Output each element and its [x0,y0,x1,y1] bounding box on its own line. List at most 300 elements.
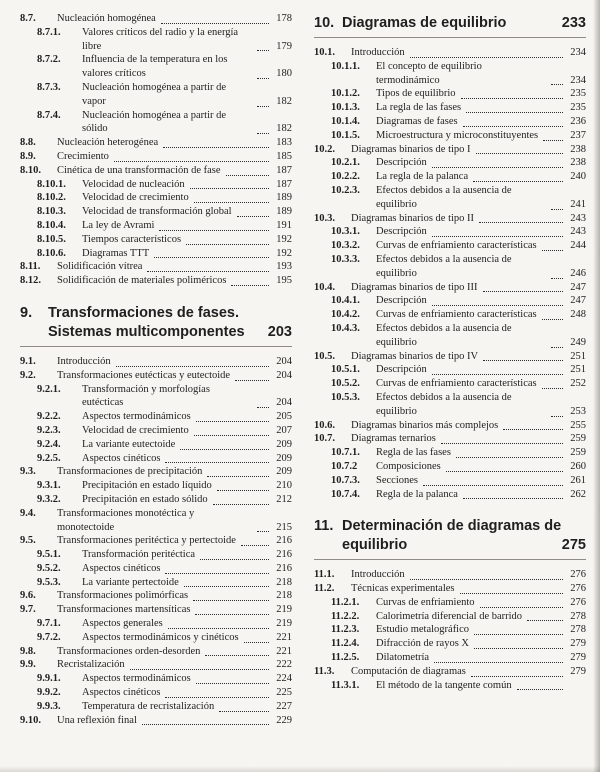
page-number: 179 [276,40,292,52]
toc-entry [314,253,586,281]
entry-number: 10.4.2. [331,309,360,321]
entry-title: Cinética de una transformación de fase [57,164,221,176]
toc-entry [20,534,292,548]
page-number: 249 [570,336,586,348]
dot-leader [446,471,563,472]
entry-number: 8.10. [20,164,41,176]
entry-title: Introducción [351,569,405,581]
dot-leader [196,421,269,422]
entry-number: 8.7.4. [37,109,61,121]
toc-entry [20,507,292,535]
page-number: 238 [570,157,586,169]
entry-number: 10.4. [314,281,335,293]
toc-entry [20,109,292,137]
entry-number: 10.5.1. [331,364,360,376]
dot-leader [441,443,563,444]
toc-entry [20,383,292,411]
entry-title: La regla de las fases [376,102,462,114]
entry-title: Crecimiento [57,150,109,162]
entry-number: 10.1.1. [331,60,360,72]
entry-number: 9.1. [20,355,36,367]
entry-title: El método de la tangente común [376,679,512,691]
entry-number: 10.1.3. [331,102,360,114]
entry-number: 8.9. [20,150,36,162]
dot-leader [410,57,563,58]
entry-title: Transformaciones polimórficas [57,590,189,602]
entry-number: 9.5.2. [37,562,61,574]
toc-entry [314,281,586,295]
dot-leader [168,628,269,629]
toc-entry [20,700,292,714]
entry-number: 10.5. [314,350,335,362]
page-number: 192 [276,247,292,259]
toc-entry [314,419,586,433]
dot-leader [241,545,269,546]
entry-title: Técnicas experimentales [351,583,455,595]
dot-leader [542,319,563,320]
dot-leader [165,573,269,574]
toc-entry [314,239,586,253]
page-number: 241 [570,198,586,210]
page-number: 218 [276,576,292,588]
dot-leader [474,634,563,635]
dot-leader [235,380,269,381]
entry-number: 9.9. [20,659,36,671]
entry-number: 10.2.2. [331,171,360,183]
page-number: 182 [276,123,292,135]
entry-title: Transformaciones monotéctica y monotectoide [57,507,195,533]
toc-entry [314,101,586,115]
entry-number: 9.5.1. [37,549,61,561]
dot-leader [205,655,269,656]
toc-entry [314,143,586,157]
entry-number: 9.7.2. [37,631,61,643]
dot-leader [142,724,269,725]
page-number: 219 [276,604,292,616]
entry-title: Diagramas binarios de tipo I [351,143,471,155]
page-number: 189 [276,192,292,204]
entry-number: 9.2.3. [37,424,61,436]
dot-leader [460,593,564,594]
entry-title: Nucleación heterogénea [57,137,159,149]
entry-number: 9.9.2. [37,687,61,699]
entry-title: Transformaciones eutécticas y eutectoide [57,369,231,381]
dot-leader [190,188,269,189]
page-number: 247 [570,295,586,307]
dot-leader [165,462,269,463]
toc-entry [20,672,292,686]
dot-leader [207,476,269,477]
entry-title: Diagramas TTT [82,247,150,259]
entry-title: Transformación y morfologías eutécticas [82,383,210,409]
toc-entry [314,610,586,624]
page-number: 210 [276,480,292,492]
page-number: 251 [570,350,586,362]
entry-number: 9.7.1. [37,618,61,630]
toc-entry [20,136,292,150]
entry-title: Computación de diagramas [351,665,466,677]
dot-leader [147,271,269,272]
page-number: 235 [570,102,586,114]
page-number: 224 [276,673,292,685]
entry-title: Una reflexión final [57,714,137,726]
entry-number: 9.5.3. [37,576,61,588]
entry-title: Transformaciones de precipitación [57,466,203,478]
toc-entry [314,294,586,308]
page-number: 243 [570,226,586,238]
entry-number: 10.3. [314,212,335,224]
dot-leader [257,407,269,408]
dot-leader [461,98,563,99]
dot-leader [466,112,563,113]
toc-entry [20,205,292,219]
entry-title: Curvas de enfriamiento características [376,309,537,321]
entry-number: 11.2.5. [331,652,360,664]
entry-number: 8.7.2. [37,54,61,66]
page-number: 259 [570,433,586,445]
toc-entry [314,637,586,651]
entry-title: Transformaciones peritéctica y pertectoide [57,535,236,547]
dot-leader [432,167,563,168]
page-number: 276 [570,569,586,581]
page-number: 243 [570,212,586,224]
dot-leader [163,147,269,148]
page-number: 244 [570,240,586,252]
entry-title: Efectos debidos a la ausencia de equilibrio [376,253,512,279]
page-number: 279 [570,652,586,664]
dot-leader [479,222,563,223]
page-number: 178 [276,13,292,24]
entry-number: 9.2.5. [37,452,61,464]
page-number: 193 [276,261,292,273]
page-number: 216 [276,535,292,547]
entry-title: Descripción [376,226,427,238]
entry-number: 10.3.1. [331,226,360,238]
entry-number: 9.2.4. [37,438,61,450]
toc-entry [20,53,292,81]
toc-entry [314,308,586,322]
toc-entry [314,474,586,488]
dot-leader [257,106,269,107]
dot-leader [237,216,269,217]
dot-leader [423,485,563,486]
toc-entry [314,651,586,665]
entry-number: 10.3.2. [331,240,360,252]
entry-number: 8.7.1. [37,26,61,38]
dot-leader [551,209,563,210]
dot-leader [483,291,563,292]
entry-title: Solidificación de materiales poliméricos [57,275,227,287]
dot-leader [193,600,269,601]
page-number: 219 [276,618,292,630]
dot-leader [527,620,563,621]
page-number: 252 [570,378,586,390]
page-number: 221 [276,631,292,643]
entry-title: Efectos debidos a la ausencia de equilibrio [376,184,512,210]
entry-number: 10.7. [314,433,335,445]
toc-entry [20,452,292,466]
entry-title: Solidificación vítrea [57,261,143,273]
toc-entry [20,260,292,274]
entry-title: Microestructura y microconstituyentes [376,129,539,141]
entry-title: Regla de la palanca [376,488,458,500]
page-number: 191 [276,219,292,231]
dot-leader [213,504,269,505]
chapter-title: Determinación de diagramas de equilibrio [342,518,562,554]
page-number: 248 [570,309,586,321]
dot-leader [410,579,563,580]
toc-entry [314,623,586,637]
dot-leader [551,84,563,85]
toc-entry [20,686,292,700]
toc-entry [314,391,586,419]
dot-leader [196,683,269,684]
entry-number: 8.10.4. [37,219,66,231]
entry-title: El concepto de equilibrio termodinámico [376,60,482,86]
page-number: 216 [276,549,292,561]
page-number: 247 [570,281,586,293]
entry-number: 9.3.1. [37,480,61,492]
page-number: 207 [276,424,292,436]
entry-number: 10.7.3. [331,474,360,486]
page-number: 209 [276,466,292,478]
entry-number: 10.4.1. [331,295,360,307]
dot-leader [432,236,563,237]
page-number: 235 [570,88,586,100]
page-number: 203 [267,323,292,340]
page-number: 276 [570,596,586,608]
dot-leader [257,133,269,134]
entry-title: Efectos debidos a la ausencia de equilibrio [376,391,512,417]
toc-entry [20,233,292,247]
entry-title: Dilatometría [376,652,430,664]
entry-title: Aspectos termodinámicos y cinéticos [82,631,239,643]
dot-leader [114,161,269,162]
toc-entry [20,589,292,603]
page-number: 215 [276,521,292,533]
entry-number: 10.1.5. [331,129,360,141]
entry-title: Nucleación homogénea a partir de vapor [82,81,227,107]
dot-leader [257,78,269,79]
page-number: 234 [570,47,586,58]
dot-leader [542,388,563,389]
page-number: 262 [570,488,586,500]
toc-entry [20,438,292,452]
dot-leader [186,244,269,245]
page-number: 204 [276,355,292,367]
entry-number: 9.10. [20,714,41,726]
toc-entry [20,424,292,438]
entry-title: Velocidad de nucleación [82,178,185,190]
dot-leader [551,416,563,417]
page-number: 225 [276,687,292,699]
dot-leader [184,586,269,587]
page-number: 209 [276,438,292,450]
entry-number: 9.9.1. [37,673,61,685]
toc-entry [314,488,586,502]
dot-leader [161,23,269,24]
entry-title: Composiciones [376,460,441,472]
page-number: 187 [276,164,292,176]
entry-number: 8.10.2. [37,192,66,204]
page-number: 218 [276,590,292,602]
page-number: 276 [570,583,586,595]
dot-leader [480,607,563,608]
dot-leader [257,50,269,51]
toc-entry [314,596,586,610]
dot-leader [473,181,563,182]
entry-title: Secciones [376,474,418,486]
entry-number: 9.7. [20,604,36,616]
dot-leader [130,669,269,670]
toc-entry [314,665,586,679]
page-number: 237 [570,129,586,141]
toc-chapter-heading [314,14,586,38]
chapter-number: 10. [314,15,335,31]
entry-title: Temperatura de recristalización [82,700,215,712]
entry-title: Diagramas binarios de tipo III [351,281,478,293]
page-number: 278 [570,624,586,636]
entry-title: Estudio metalográfico [376,624,470,636]
toc-entry [314,582,586,596]
page-number: 246 [570,267,586,279]
entry-number: 8.10.1. [37,178,66,190]
page-number: 216 [276,562,292,574]
entry-number: 8.10.3. [37,206,66,218]
entry-number: 10.5.3. [331,391,360,403]
entry-title: Precipitación en estado líquido [82,480,212,492]
entry-number: 9.3.2. [37,493,61,505]
entry-title: La variante eutectoide [82,438,176,450]
page-number: 253 [570,405,586,417]
toc-entry [314,432,586,446]
dot-leader [217,490,269,491]
chapter-number: 9. [20,304,33,321]
toc-entry [20,493,292,507]
entry-number: 10.5.2. [331,378,360,390]
entry-number: 11.2. [314,583,335,595]
entry-title: Velocidad de transformación global [82,206,232,218]
toc-entry [314,212,586,226]
entry-title: Regla de las fases [376,447,451,459]
entry-number: 8.7.3. [37,81,61,93]
dot-leader [503,429,563,430]
entry-title: Aspectos termodinámicos [82,673,191,685]
entry-number: 11.1. [314,569,335,581]
dot-leader [542,250,563,251]
toc-entry [20,178,292,192]
entry-title: Transformación peritéctica [82,549,196,561]
toc-column-left [20,12,292,772]
dot-leader [474,648,563,649]
page-number: 259 [570,447,586,459]
toc-entry [20,219,292,233]
toc-entry [20,562,292,576]
toc-entry [314,170,586,184]
toc-entry [20,191,292,205]
entry-title: Precipitación en estado sólido [82,493,208,505]
toc-entry [20,164,292,178]
toc-entry [20,631,292,645]
dot-leader [551,278,563,279]
entry-title: Descripción [376,364,427,376]
entry-number: 10.2.3. [331,184,360,196]
toc-entry [314,363,586,377]
entry-number: 10.1. [314,47,335,58]
page-number: 279 [570,665,586,677]
page-number: 251 [570,364,586,376]
entry-number: 10.3.3. [331,253,360,265]
toc-entry [20,658,292,672]
entry-number: 11.2.1. [331,596,360,608]
entry-number: 9.3. [20,466,36,478]
chapter-title: Transformaciones de fases. Sistemas multicomponentes [48,304,245,340]
toc-entry [20,645,292,659]
entry-title: Recristalización [57,659,125,671]
toc-entry [20,576,292,590]
page-number: 234 [570,74,586,86]
toc-entry [314,225,586,239]
toc-chapter-heading [314,517,586,560]
toc-entry [20,465,292,479]
entry-number: 8.10.5. [37,233,66,245]
entry-title: Efectos debidos a la ausencia de equilibrio [376,322,512,348]
entry-number: 10.2.1. [331,157,360,169]
entry-title: Curvas de enfriamiento características [376,240,537,252]
entry-number: 8.10.6. [37,247,66,259]
dot-leader [463,498,563,499]
entry-title: La regla de la palanca [376,171,469,183]
page-number: 236 [570,115,586,127]
page-number: 205 [276,411,292,423]
dot-leader [471,676,563,677]
entry-title: Influencia de la temperatura en los valores críticos [82,54,228,80]
entry-number: 9.5. [20,535,36,547]
entry-title: Introducción [57,355,111,367]
dot-leader [194,202,269,203]
page-number: 209 [276,452,292,464]
chapter-number: 11. [314,518,334,535]
page-number: 233 [561,15,586,31]
entry-number: 10.7.4. [331,488,360,500]
page-number: 192 [276,233,292,245]
entry-number: 9.4. [20,507,36,519]
toc-entry [20,410,292,424]
page-number: 185 [276,150,292,162]
dot-leader [194,435,269,436]
page-number: 204 [276,397,292,409]
toc-entry [20,479,292,493]
entry-number: 9.9.3. [37,700,61,712]
dot-leader [463,126,563,127]
toc-entry [314,184,586,212]
entry-title: Valores críticos del radio y la energía libre [82,26,239,52]
page-number: 255 [570,419,586,431]
entry-title: Descripción [376,295,427,307]
toc-entry [314,46,586,60]
toc-entry [20,247,292,261]
entry-title: Diagramas binarios de tipo IV [351,350,479,362]
entry-number: 10.7.1. [331,447,360,459]
dot-leader [180,449,269,450]
toc-entry [20,12,292,26]
entry-number: 8.11. [20,261,41,273]
entry-title: Velocidad de crecimiento [82,192,189,204]
entry-title: Nucleación homogénea [57,13,156,24]
toc-entry [20,369,292,383]
dot-leader [432,305,563,306]
entry-title: Velocidad de crecimiento [82,424,189,436]
